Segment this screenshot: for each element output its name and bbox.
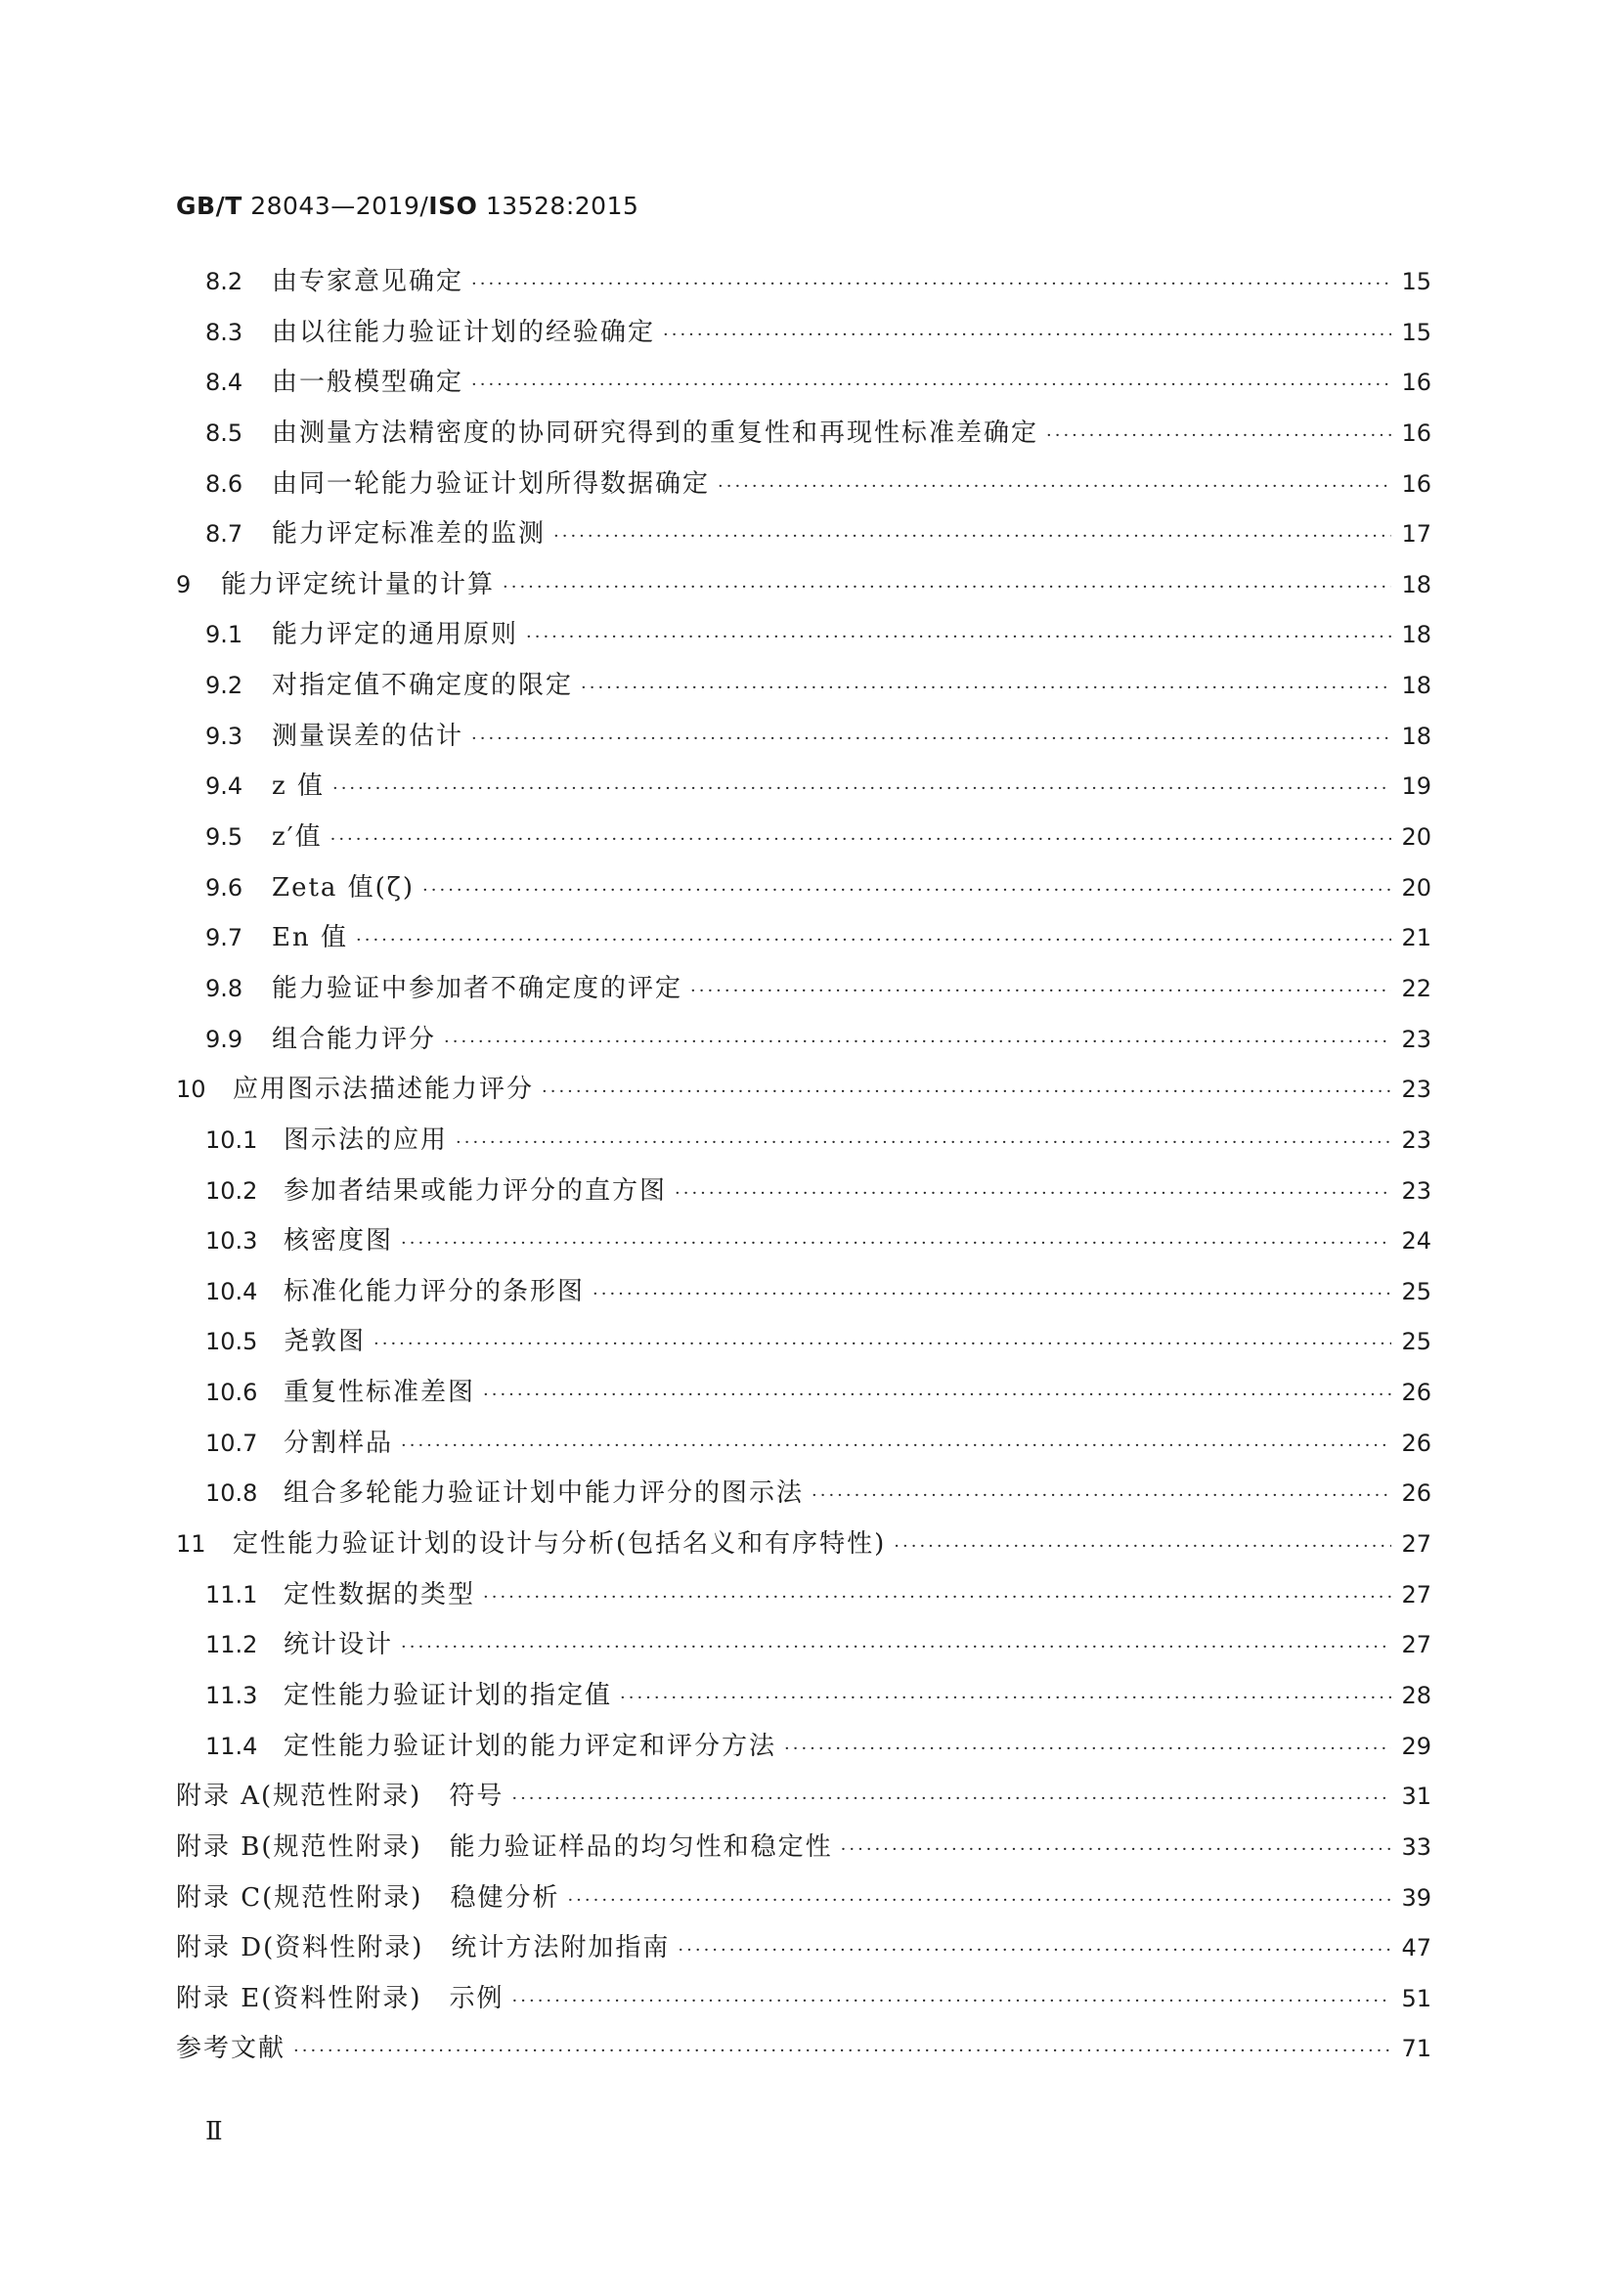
- toc-entry-title: En 值: [272, 923, 348, 953]
- toc-entry-title: 定性能力验证计划的能力评定和评分方法: [284, 1731, 777, 1761]
- toc-entry-title: 定性数据的类型: [284, 1579, 476, 1609]
- toc-entry-number: 10.4: [205, 1277, 258, 1305]
- toc-entry[interactable]: [0, 1722, 1624, 1773]
- toc-entry[interactable]: [0, 2024, 1624, 2075]
- toc-dot-leader: [330, 815, 1391, 865]
- toc-dot-leader: [332, 764, 1391, 815]
- toc-entry-body: [284, 1368, 1391, 1421]
- toc-entry-page: 71: [1401, 2035, 1431, 2063]
- toc-entry-page: 27: [1401, 1580, 1431, 1609]
- toc-entry[interactable]: [0, 560, 1624, 611]
- toc-entry[interactable]: [0, 1116, 1624, 1167]
- toc-entry-title: 统计设计: [284, 1630, 394, 1660]
- toc-entry-body: [272, 1015, 1391, 1068]
- toc-entry-body: [272, 257, 1391, 310]
- toc-entry-page: 16: [1401, 469, 1431, 498]
- toc-entry-page: 29: [1401, 1732, 1431, 1760]
- toc-dot-leader: [553, 511, 1391, 562]
- toc-entry-body: [221, 560, 1391, 613]
- toc-entry-title: 由同一轮能力验证计划所得数据确定: [272, 468, 711, 499]
- standard-number: 28043—2019/: [250, 192, 429, 220]
- toc-dot-leader: [471, 259, 1391, 310]
- toc-entry-title: 能力评定统计量的计算: [221, 569, 496, 599]
- toc-entry-body: [176, 2024, 1391, 2077]
- toc-entry-body: [272, 913, 1391, 966]
- toc-dot-leader: [593, 1269, 1391, 1320]
- toc-entry-title: 由测量方法精密度的协同研究得到的重复性和再现性标准差确定: [272, 418, 1039, 448]
- toc-entry-number: 9.4: [205, 772, 243, 801]
- toc-entry-number: 8.2: [205, 268, 243, 295]
- toc-entry[interactable]: [0, 863, 1624, 914]
- toc-entry[interactable]: [0, 509, 1624, 560]
- toc-entry[interactable]: [0, 1267, 1624, 1318]
- toc-entry-title: 能力评定的通用原则: [272, 620, 519, 650]
- toc-entry-page: 23: [1401, 1076, 1431, 1104]
- toc-entry-number: 9.7: [205, 924, 243, 952]
- toc-entry-number: 8.6: [205, 469, 243, 498]
- toc-dot-leader: [422, 865, 1391, 916]
- toc-entry-title: 尧敦图: [284, 1327, 367, 1357]
- toc-entry-page: 18: [1401, 570, 1431, 598]
- toc-entry-title: 核密度图: [284, 1226, 394, 1256]
- toc-entry-number: 11.1: [205, 1580, 258, 1609]
- toc-entry-body: [284, 1216, 1391, 1269]
- toc-entry[interactable]: [0, 1873, 1624, 1924]
- toc-dot-leader: [373, 1319, 1391, 1370]
- toc-entry-page: 20: [1401, 873, 1431, 902]
- toc-entry[interactable]: [0, 1015, 1624, 1066]
- toc-entry-page: 23: [1401, 1125, 1431, 1154]
- toc-entry-body: [233, 1520, 1391, 1572]
- toc-entry[interactable]: [0, 1167, 1624, 1217]
- toc-entry-title: 能力验证中参加者不确定度的评定: [272, 973, 683, 1003]
- toc-entry-page: 25: [1401, 1328, 1431, 1356]
- toc-entry-title: 应用图示法描述能力评分: [233, 1075, 535, 1105]
- toc-entry-page: 39: [1401, 1883, 1431, 1912]
- toc-entry-title: 重复性标准差图: [284, 1378, 476, 1408]
- toc-entry[interactable]: [0, 661, 1624, 712]
- toc-entry[interactable]: [0, 1216, 1624, 1267]
- toc-entry-number: 11.4: [205, 1732, 258, 1760]
- toc-entry-title: 图示法的应用: [284, 1124, 449, 1155]
- toc-entry-page: 17: [1401, 520, 1431, 549]
- toc-dot-leader: [444, 1017, 1391, 1068]
- toc-dot-leader: [718, 462, 1391, 512]
- toc-entry-number: 11.3: [205, 1681, 258, 1709]
- toc-entry[interactable]: [0, 964, 1624, 1015]
- toc-entry-title: 由一般模型确定: [272, 368, 464, 398]
- toc-entry-page: 16: [1401, 369, 1431, 397]
- toc-dot-leader: [1046, 411, 1391, 462]
- toc-entry-title: 组合多轮能力验证计划中能力评分的图示法: [284, 1478, 805, 1509]
- toc-entry-title: 附录 A(规范性附录) 符号: [176, 1782, 505, 1812]
- iso-number: 13528:2015: [485, 192, 639, 220]
- toc-entry-number: 10.3: [205, 1227, 258, 1256]
- toc-dot-leader: [356, 915, 1391, 966]
- iso-prefix: ISO: [428, 192, 478, 220]
- toc-entry-body: [176, 1923, 1391, 1976]
- toc-dot-leader: [690, 966, 1391, 1017]
- toc-entry[interactable]: [0, 1520, 1624, 1570]
- toc-entry-title: 附录 E(资料性附录) 示例: [176, 1983, 505, 2013]
- toc-entry-number: 9: [176, 570, 192, 598]
- toc-entry-body: [284, 1267, 1391, 1320]
- toc-dot-leader: [401, 1622, 1391, 1673]
- toc-entry-number: 9.5: [205, 823, 243, 852]
- toc-entry-number: 11.2: [205, 1631, 258, 1659]
- toc-entry-page: 20: [1401, 823, 1431, 852]
- toc-entry-body: [284, 1317, 1391, 1370]
- toc-entry-body: [272, 460, 1391, 512]
- toc-entry-title: 附录 B(规范性附录) 能力验证样品的均匀性和稳定性: [176, 1831, 833, 1862]
- toc-entry-body: [284, 1419, 1391, 1472]
- toc-entry-title: 定性能力验证计划的设计与分析(包括名义和有序特性): [233, 1529, 887, 1560]
- toc-entry-number: 10.2: [205, 1176, 258, 1205]
- toc-entry-title: 能力评定标准差的监测: [272, 519, 547, 550]
- toc-dot-leader: [841, 1825, 1391, 1875]
- toc-dot-leader: [567, 1875, 1391, 1926]
- toc-entry-page: 16: [1401, 419, 1431, 447]
- toc-entry-page: 26: [1401, 1429, 1431, 1457]
- toc-entry-body: [272, 712, 1391, 765]
- toc-entry-page: 15: [1401, 268, 1431, 295]
- toc-entry-title: Zeta 值(ζ): [272, 872, 416, 903]
- toc-entry-title: 参考文献: [176, 2034, 286, 2064]
- toc-entry[interactable]: [0, 813, 1624, 863]
- toc-entry-title: 对指定值不确定度的限定: [272, 671, 574, 701]
- toc-entry[interactable]: [0, 1469, 1624, 1520]
- toc-dot-leader: [483, 1572, 1391, 1623]
- toc-dot-leader: [511, 1774, 1391, 1825]
- toc-entry[interactable]: [0, 610, 1624, 661]
- toc-entry-number: 9.3: [205, 722, 243, 750]
- toc-dot-leader: [620, 1673, 1391, 1724]
- toc-entry-body: [272, 964, 1391, 1017]
- toc-entry-body: [272, 610, 1391, 663]
- toc-dot-leader: [526, 612, 1391, 663]
- toc-entry-title: 标准化能力评分的条形图: [284, 1276, 586, 1306]
- toc-entry[interactable]: [0, 1923, 1624, 1974]
- toc-entry-number: 9.1: [205, 621, 243, 649]
- toc-entry[interactable]: [0, 409, 1624, 460]
- toc-entry[interactable]: [0, 712, 1624, 763]
- toc-entry-page: 15: [1401, 318, 1431, 346]
- toc-entry[interactable]: [0, 358, 1624, 409]
- standard-code-header: [176, 192, 638, 220]
- toc-entry-body: [272, 762, 1391, 815]
- toc-entry-body: [272, 813, 1391, 865]
- toc-entry[interactable]: [0, 1671, 1624, 1722]
- toc-entry-page: 23: [1401, 1176, 1431, 1205]
- toc-entry-page: 25: [1401, 1277, 1431, 1305]
- toc-entry[interactable]: [0, 1570, 1624, 1621]
- toc-dot-leader: [512, 1976, 1391, 2027]
- toc-entry-body: [272, 509, 1391, 562]
- toc-entry-body: [284, 1116, 1391, 1168]
- toc-dot-leader: [483, 1370, 1391, 1421]
- toc-entry-body: [272, 409, 1391, 462]
- toc-dot-leader: [581, 663, 1391, 714]
- toc-entry-page: 23: [1401, 1025, 1431, 1053]
- toc-entry-page: 21: [1401, 924, 1431, 952]
- toc-entry-number: 8.3: [205, 318, 243, 346]
- toc-entry[interactable]: [0, 1317, 1624, 1368]
- toc-entry-title: z′值: [272, 822, 323, 853]
- toc-dot-leader: [812, 1471, 1391, 1521]
- toc-entry-title: 由专家意见确定: [272, 267, 464, 296]
- toc-entry-number: 8.7: [205, 520, 243, 549]
- toc-entry-title: 附录 D(资料性附录) 统计方法附加指南: [176, 1933, 671, 1963]
- toc-dot-leader: [401, 1421, 1391, 1472]
- toc-entry-page: 18: [1401, 722, 1431, 750]
- toc-dot-leader: [675, 1168, 1391, 1219]
- toc-entry-body: [284, 1469, 1391, 1521]
- toc-entry-body: [176, 1873, 1391, 1926]
- toc-entry-body: [284, 1570, 1391, 1623]
- toc-entry-body: [272, 358, 1391, 411]
- toc-entry-number: 9.6: [205, 873, 243, 902]
- toc-entry[interactable]: [0, 1823, 1624, 1873]
- standard-prefix: GB/T: [176, 192, 242, 220]
- toc-entry-number: 10.1: [205, 1125, 258, 1154]
- toc-entry-number: 10: [176, 1076, 206, 1104]
- toc-entry-page: 18: [1401, 672, 1431, 700]
- toc-entry[interactable]: [0, 1772, 1624, 1823]
- toc-entry-number: 9.2: [205, 672, 243, 700]
- toc-entry-number: 8.5: [205, 419, 243, 447]
- toc-dot-leader: [784, 1724, 1391, 1775]
- toc-entry-number: 9.9: [205, 1025, 243, 1053]
- toc-entry[interactable]: [0, 762, 1624, 813]
- toc-entry-title: 由以往能力验证计划的经验确定: [272, 317, 656, 347]
- toc-entry-number: 10.5: [205, 1328, 258, 1356]
- toc-entry-body: [233, 1065, 1391, 1118]
- toc-entry-page: 28: [1401, 1681, 1431, 1709]
- toc-dot-leader: [293, 2026, 1391, 2077]
- toc-entry-body: [272, 863, 1391, 916]
- toc-entry-page: 24: [1401, 1227, 1431, 1256]
- toc-entry-page: 27: [1401, 1631, 1431, 1659]
- toc-entry[interactable]: [0, 460, 1624, 510]
- toc-entry-body: [284, 1722, 1391, 1775]
- toc-entry-body: [272, 661, 1391, 714]
- toc-entry-body: [272, 308, 1391, 361]
- toc-entry-title: 分割样品: [284, 1428, 394, 1458]
- toc-entry-body: [284, 1620, 1391, 1673]
- toc-entry-page: 22: [1401, 974, 1431, 1002]
- toc-entry-title: 附录 C(规范性附录) 稳健分析: [176, 1882, 560, 1913]
- toc-dot-leader: [471, 360, 1391, 411]
- toc-entry-title: 参加者结果或能力评分的直方图: [284, 1175, 668, 1206]
- toc-entry-body: [176, 1772, 1391, 1825]
- toc-dot-leader: [678, 1925, 1391, 1976]
- toc-entry-title: z 值: [272, 771, 325, 802]
- toc-entry-number: 11: [176, 1530, 206, 1559]
- toc-entry[interactable]: [0, 257, 1624, 308]
- toc-entry[interactable]: [0, 1620, 1624, 1671]
- toc-entry-body: [284, 1671, 1391, 1724]
- table-of-contents: [0, 257, 1624, 2075]
- toc-entry-page: 47: [1401, 1934, 1431, 1962]
- page-number-footer: Ⅱ: [205, 2117, 223, 2146]
- toc-entry[interactable]: [0, 1974, 1624, 2025]
- toc-entry[interactable]: [0, 913, 1624, 964]
- toc-entry-page: 33: [1401, 1832, 1431, 1861]
- toc-entry[interactable]: [0, 1065, 1624, 1116]
- toc-dot-leader: [663, 310, 1391, 361]
- toc-entry-page: 51: [1401, 1984, 1431, 2012]
- toc-entry-title: 测量误差的估计: [272, 721, 464, 751]
- toc-entry[interactable]: [0, 1419, 1624, 1470]
- toc-entry-number: 10.7: [205, 1429, 258, 1457]
- toc-entry[interactable]: [0, 308, 1624, 359]
- toc-entry-page: 19: [1401, 772, 1431, 801]
- toc-entry-page: 18: [1401, 621, 1431, 649]
- toc-dot-leader: [456, 1118, 1391, 1168]
- toc-entry[interactable]: [0, 1368, 1624, 1419]
- toc-dot-leader: [471, 714, 1391, 765]
- toc-entry-number: 10.8: [205, 1479, 258, 1508]
- toc-entry-page: 27: [1401, 1530, 1431, 1559]
- toc-dot-leader: [401, 1218, 1391, 1269]
- toc-entry-page: 31: [1401, 1783, 1431, 1811]
- toc-entry-page: 26: [1401, 1479, 1431, 1508]
- toc-entry-title: 定性能力验证计划的指定值: [284, 1680, 613, 1710]
- toc-entry-body: [176, 1823, 1391, 1875]
- toc-entry-number: 10.6: [205, 1379, 258, 1407]
- toc-entry-number: 8.4: [205, 369, 243, 397]
- toc-entry-title: 组合能力评分: [272, 1024, 437, 1054]
- toc-entry-body: [284, 1167, 1391, 1219]
- toc-dot-leader: [503, 562, 1391, 613]
- toc-dot-leader: [542, 1067, 1391, 1118]
- toc-dot-leader: [894, 1521, 1391, 1572]
- toc-entry-page: 26: [1401, 1379, 1431, 1407]
- toc-entry-number: 9.8: [205, 974, 243, 1002]
- toc-entry-body: [176, 1974, 1391, 2027]
